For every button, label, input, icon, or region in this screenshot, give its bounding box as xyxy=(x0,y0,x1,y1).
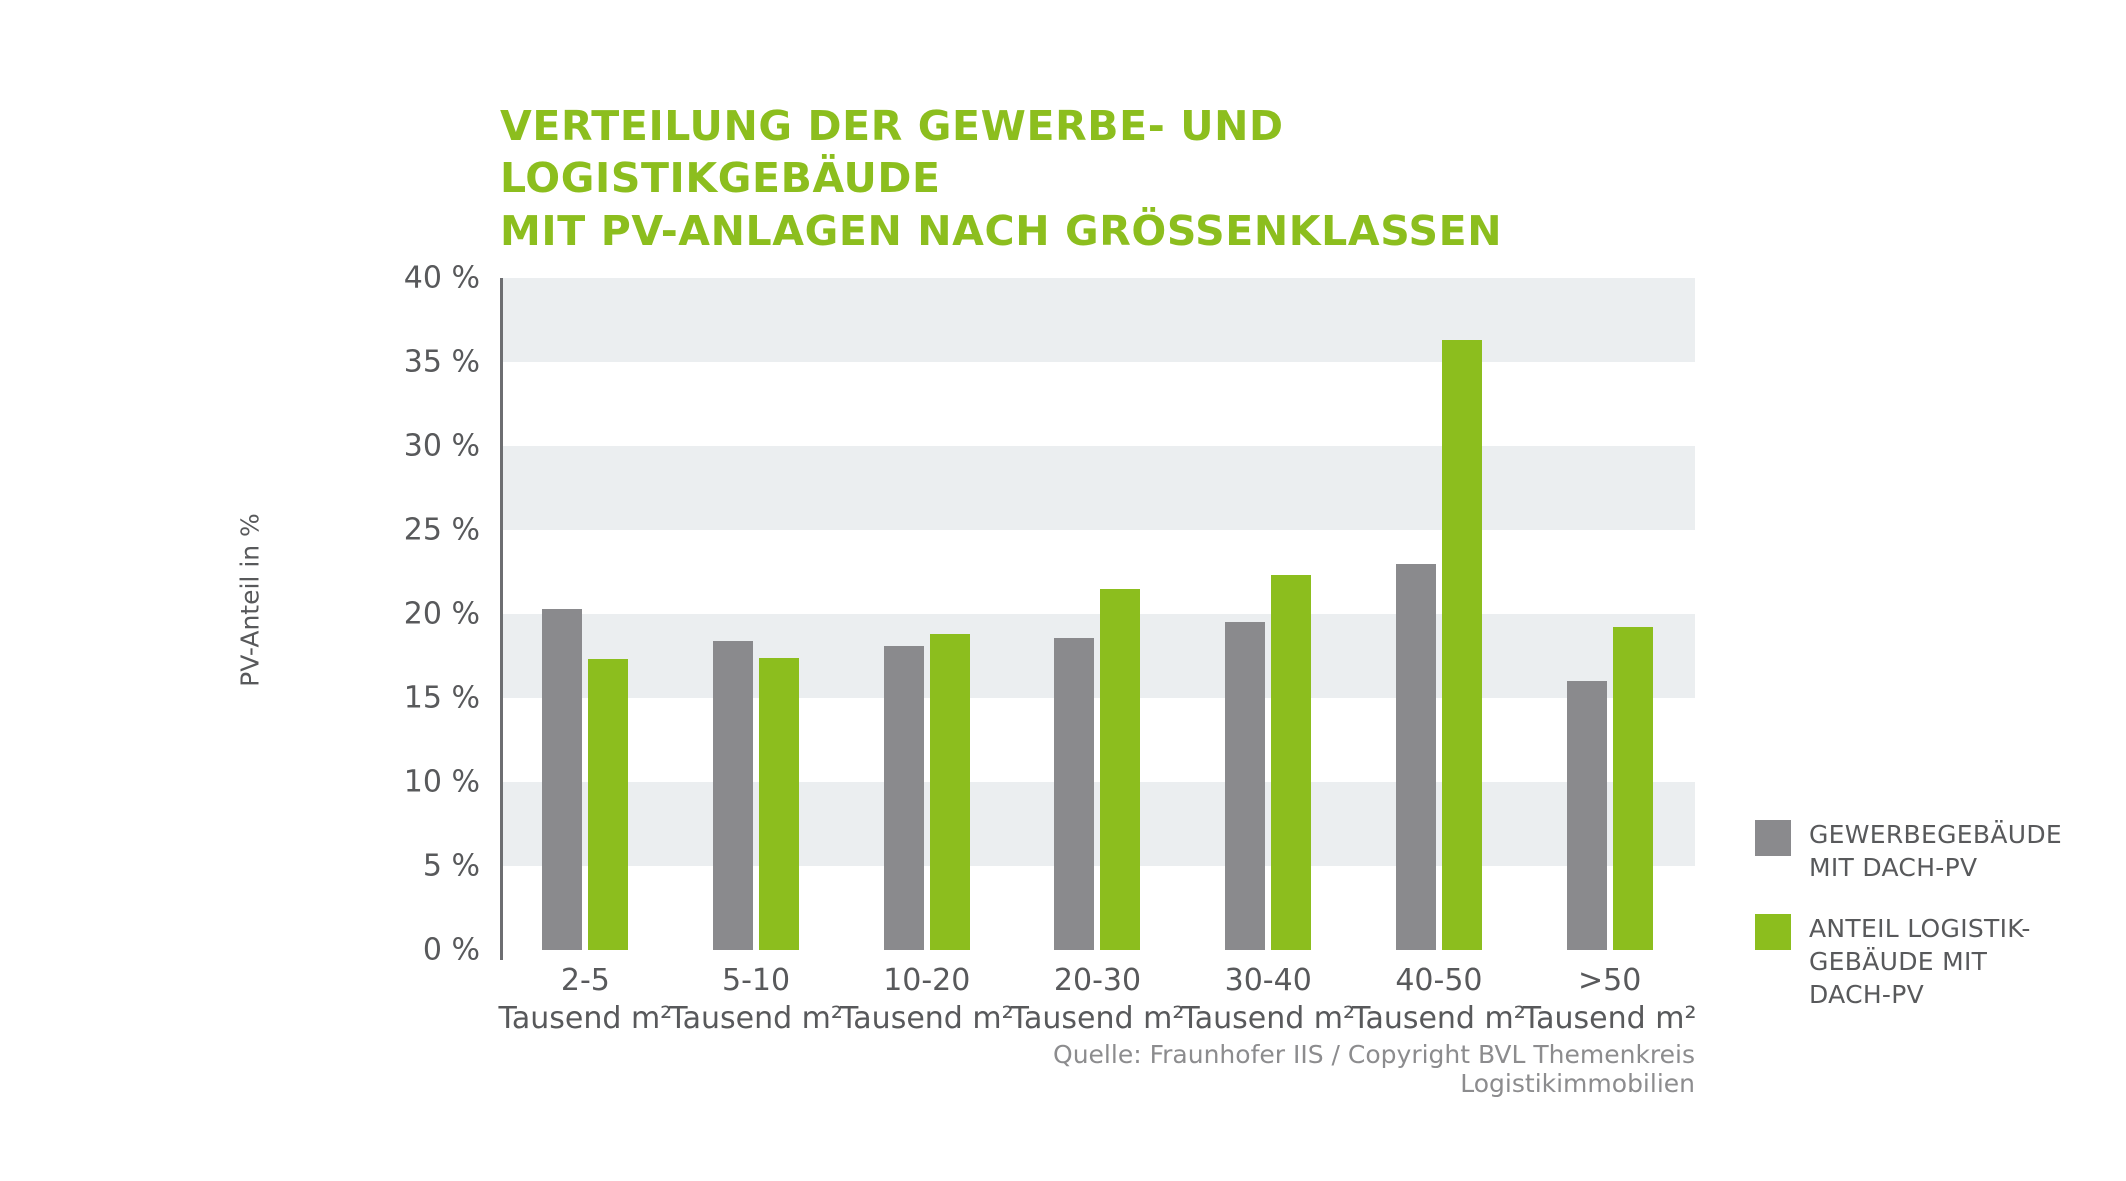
legend-label-line: GEWERBEGEBÄUDE xyxy=(1809,820,2062,849)
x-tick-unit: Tausend m² xyxy=(1522,1000,1697,1036)
bar-logistikgebaeude[interactable] xyxy=(759,658,799,950)
legend-label-line: ANTEIL LOGISTIK- xyxy=(1809,914,2031,943)
bar-logistikgebaeude[interactable] xyxy=(1100,589,1140,950)
bar-group xyxy=(500,278,671,950)
y-tick-label: 0 % xyxy=(422,932,480,968)
bar-gewerbegebaeude[interactable] xyxy=(1054,638,1094,950)
bar-gewerbegebaeude[interactable] xyxy=(1567,681,1607,950)
bar-groups xyxy=(500,278,1695,950)
bar-group xyxy=(1012,278,1183,950)
source-note: Quelle: Fraunhofer IIS / Copyright BVL Themenkreis Logistikimmobilien xyxy=(1053,1040,1695,1098)
x-tick-unit: Tausend m² xyxy=(1181,1000,1356,1036)
legend-label-line: GEBÄUDE MIT xyxy=(1809,947,1988,976)
y-tick-label: 10 % xyxy=(403,764,480,800)
x-tick-range: 30-40 xyxy=(1224,963,1312,998)
legend-label-gewerbegebaeude xyxy=(1809,818,2062,884)
x-tick-unit: Tausend m² xyxy=(1010,1000,1185,1036)
bar-gewerbegebaeude[interactable] xyxy=(1396,564,1436,950)
x-tick-unit: Tausend m² xyxy=(669,1000,843,1036)
bar-gewerbegebaeude[interactable] xyxy=(713,641,753,950)
page-title xyxy=(500,100,1720,257)
y-tick-label: 40 % xyxy=(403,260,480,296)
y-tick-label: 15 % xyxy=(403,680,480,716)
legend-label-line: DACH-PV xyxy=(1809,980,1925,1009)
bar-logistikgebaeude[interactable] xyxy=(930,634,970,950)
y-tick-label: 5 % xyxy=(422,848,480,884)
x-tick-range: 20-30 xyxy=(1053,963,1142,998)
x-axis-ticks xyxy=(500,962,1695,1052)
bar-group xyxy=(1183,278,1354,950)
legend-swatch-green xyxy=(1755,914,1791,950)
y-tick-label: 20 % xyxy=(403,596,480,632)
bar-group xyxy=(671,278,842,950)
legend-item-logistikgebaeude[interactable] xyxy=(1755,912,2115,1011)
bar-gewerbegebaeude[interactable] xyxy=(542,609,582,950)
bar-logistikgebaeude[interactable] xyxy=(1442,340,1482,950)
x-tick-unit: Tausend m² xyxy=(839,1000,1014,1036)
chart-legend xyxy=(1755,818,2115,1039)
title-line-2: MIT PV-ANLAGEN NACH GRÖSSENKLASSEN xyxy=(500,206,1503,255)
bar-gewerbegebaeude[interactable] xyxy=(1225,622,1265,950)
y-tick-label: 25 % xyxy=(403,512,480,548)
bar-logistikgebaeude[interactable] xyxy=(1613,627,1653,950)
bar-group xyxy=(841,278,1012,950)
bar-group xyxy=(1354,278,1525,950)
legend-label-logistikgebaeude xyxy=(1809,912,2031,1011)
bar-logistikgebaeude[interactable] xyxy=(588,659,628,950)
x-tick-range: 2-5 xyxy=(560,963,610,998)
bar-gewerbegebaeude[interactable] xyxy=(884,646,924,950)
x-tick-range: 40-50 xyxy=(1395,963,1483,998)
legend-swatch-grey xyxy=(1755,820,1791,856)
legend-item-gewerbegebaeude[interactable] xyxy=(1755,818,2115,884)
y-axis-ticks xyxy=(350,0,480,1181)
x-tick-range: >50 xyxy=(1577,963,1642,998)
x-tick-unit: Tausend m² xyxy=(498,1000,673,1036)
x-tick-range: 10-20 xyxy=(883,963,971,998)
legend-label-line: MIT DACH-PV xyxy=(1809,853,1978,882)
y-axis-label: PV-Anteil in % xyxy=(235,513,265,687)
x-tick-range: 5-10 xyxy=(722,963,791,998)
bar-group xyxy=(1524,278,1695,950)
title-line-1: VERTEILUNG DER GEWERBE- UND LOGISTIKGEBÄUDE xyxy=(500,102,1284,203)
x-tick-label xyxy=(1510,962,1710,1037)
x-tick-unit: Tausend m² xyxy=(1352,1000,1526,1036)
bar-logistikgebaeude[interactable] xyxy=(1271,575,1311,950)
y-tick-label: 35 % xyxy=(403,344,480,380)
y-tick-label: 30 % xyxy=(403,428,480,464)
